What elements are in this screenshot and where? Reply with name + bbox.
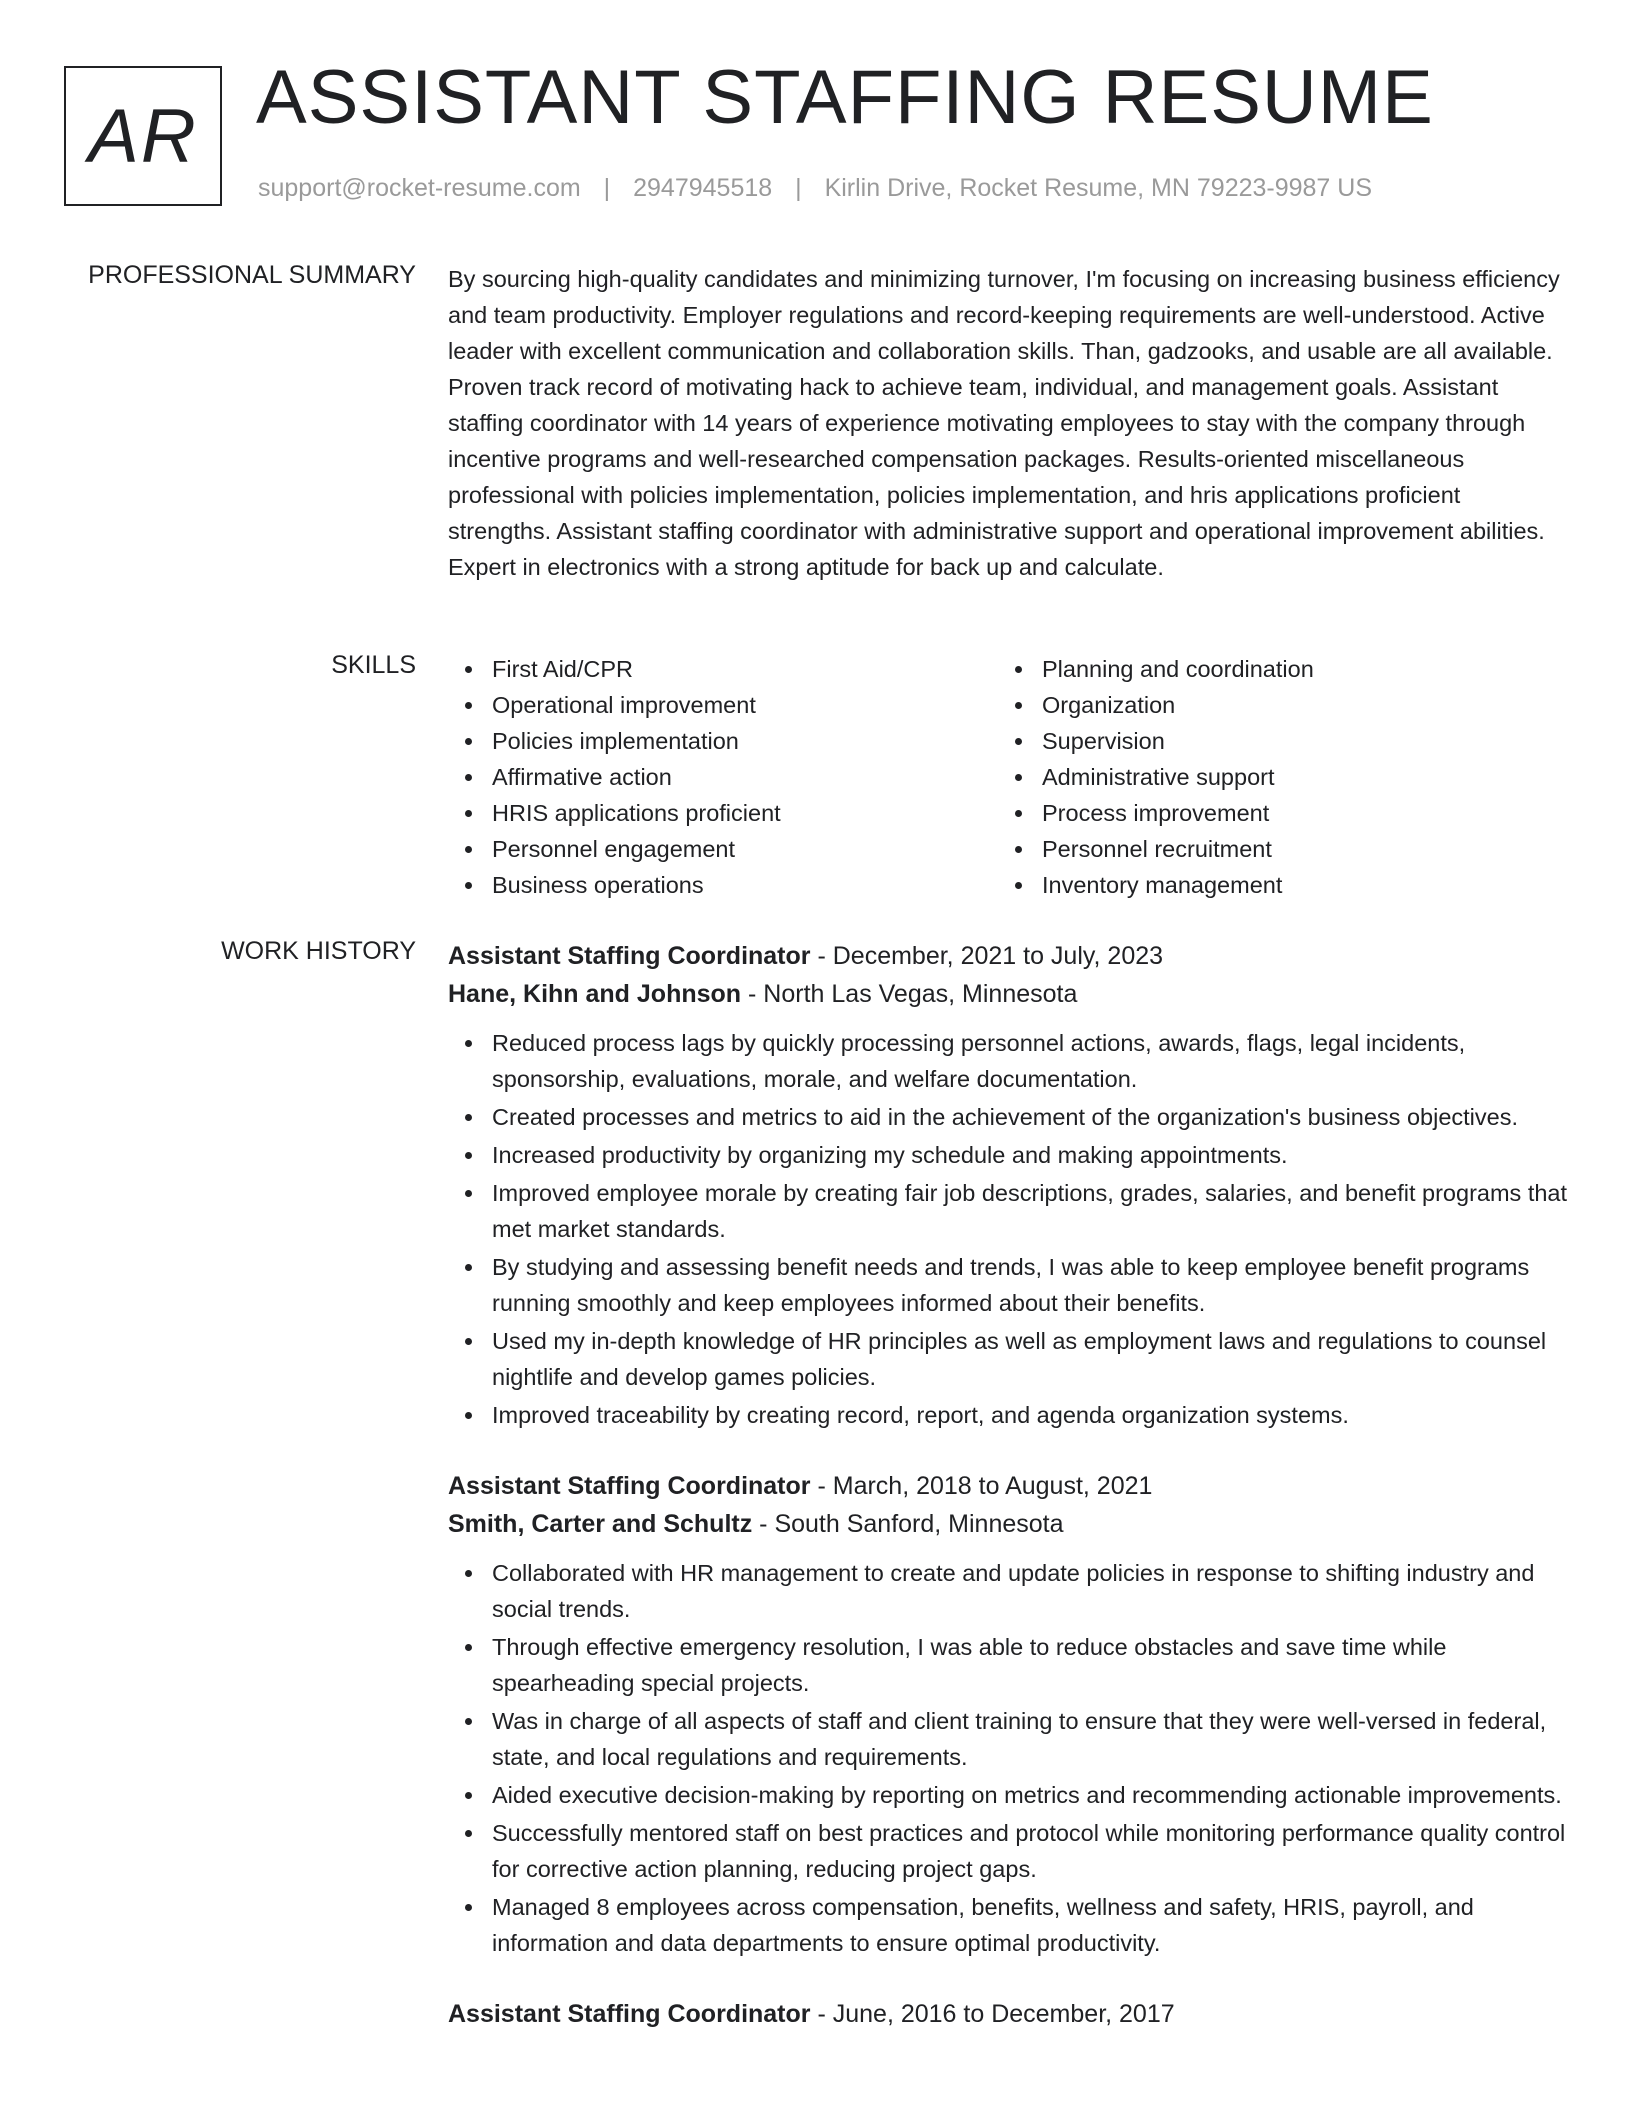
job-company: Hane, Kihn and Johnson — [448, 980, 742, 1008]
contact-line — [258, 174, 1372, 203]
job-entry — [448, 1995, 1568, 2033]
skill-item: Policies implementation — [448, 723, 998, 759]
skill-item: Operational improvement — [448, 687, 998, 723]
job-title: Assistant Staffing Coordinator — [448, 942, 811, 970]
skill-item: Personnel engagement — [448, 831, 998, 867]
job-dates: - March, 2018 to August, 2021 — [817, 1472, 1153, 1500]
skill-item: Inventory management — [998, 867, 1548, 903]
job-bullets — [448, 1025, 1568, 1433]
job-bullet: Successfully mentored staff on best practices and protocol while monitoring performance quality control for corrective action planning, reducing project gaps. — [448, 1815, 1568, 1887]
job-title: Assistant Staffing Coordinator — [448, 1472, 811, 1500]
contact-phone[interactable]: 2947945518 — [633, 174, 773, 202]
job-title: Assistant Staffing Coordinator — [448, 2000, 811, 2028]
skills-list-right — [998, 651, 1548, 903]
job-bullet: Managed 8 employees across compensation, benefits, wellness and safety, HRIS, payroll, and information and data departments to ensure optimal productivity. — [448, 1889, 1568, 1961]
skills-list-left — [448, 651, 998, 903]
job-bullet: Reduced process lags by quickly processing personnel actions, awards, flags, legal incidents, sponsorship, evaluations, morale, and welfare documentation. — [448, 1025, 1568, 1097]
work-history-body — [448, 937, 1568, 2067]
skill-item: Supervision — [998, 723, 1548, 759]
job-bullet: Improved traceability by creating record, report, and agenda organization systems. — [448, 1397, 1568, 1433]
summary-text: By sourcing high-quality candidates and minimizing turnover, I'm focusing on increasing business efficiency and team productivity. Employer regulations and record-keeping requirements are well-understood. Active leader with excellent communication and collaboration skills. Than, gadzooks, and usable are all available. Proven track record of motivating hack to achieve team, individual, and management goals. Assistant staffing coordinator with 14 years of experience motivating employees to stay with the company through incentive programs and well-researched compensation packages. Results-oriented miscellaneous professional with policies implementation, policies implementation, and hris applications proficient strengths. Assistant staffing coordinator with administrative support and operational improvement abilities. Expert in electronics with a strong aptitude for back up and calculate. — [448, 266, 1560, 580]
contact-separator: | — [795, 174, 802, 202]
section-label-skills: SKILLS — [331, 651, 416, 679]
job-bullet: Increased productivity by organizing my schedule and making appointments. — [448, 1137, 1568, 1173]
skill-item: Organization — [998, 687, 1548, 723]
skills-body — [448, 651, 1568, 903]
skill-item: Personnel recruitment — [998, 831, 1548, 867]
job-location: - North Las Vegas, Minnesota — [748, 980, 1078, 1008]
job-bullet: Collaborated with HR management to create and update policies in response to shifting industry and social trends. — [448, 1555, 1568, 1627]
job-entry — [448, 1467, 1568, 1961]
job-bullet: Was in charge of all aspects of staff and client training to ensure that they were well-versed in federal, state, and local regulations and requirements. — [448, 1703, 1568, 1775]
job-location: - South Sanford, Minnesota — [759, 1510, 1064, 1538]
job-company-line — [448, 975, 1568, 1013]
job-company: Smith, Carter and Schultz — [448, 1510, 753, 1538]
skill-item: Business operations — [448, 867, 998, 903]
job-bullet: Aided executive decision-making by reporting on metrics and recommending actionable improvements. — [448, 1777, 1568, 1813]
section-label-work-history: WORK HISTORY — [221, 937, 416, 965]
job-bullet: Through effective emergency resolution, I was able to reduce obstacles and save time while spearheading special projects. — [448, 1629, 1568, 1701]
resume-title: ASSISTANT STAFFING RESUME — [256, 55, 1434, 140]
skill-item: Process improvement — [998, 795, 1548, 831]
section-label-summary: PROFESSIONAL SUMMARY — [88, 261, 416, 289]
job-bullets — [448, 1555, 1568, 1961]
job-bullet: By studying and assessing benefit needs and trends, I was able to keep employee benefit programs running smoothly and keep employees informed about their benefits. — [448, 1249, 1568, 1321]
skill-item: Affirmative action — [448, 759, 998, 795]
job-title-line — [448, 1467, 1568, 1505]
contact-address: Kirlin Drive, Rocket Resume, MN 79223-9987 US — [824, 174, 1373, 202]
job-title-line — [448, 937, 1568, 975]
monogram-logo: AR — [64, 66, 222, 206]
skill-item: Planning and coordination — [998, 651, 1548, 687]
job-bullet: Improved employee morale by creating fair job descriptions, grades, salaries, and benefit programs that met market standards. — [448, 1175, 1568, 1247]
contact-separator: | — [603, 174, 611, 202]
job-entry — [448, 937, 1568, 1433]
job-bullet: Used my in-depth knowledge of HR principles as well as employment laws and regulations to counsel nightlife and develop games policies. — [448, 1323, 1568, 1395]
job-bullet: Created processes and metrics to aid in the achievement of the organization's business objectives. — [448, 1099, 1568, 1135]
job-title-line — [448, 1995, 1568, 2033]
job-dates: - December, 2021 to July, 2023 — [817, 942, 1164, 970]
job-company-line — [448, 1505, 1568, 1543]
summary-body — [448, 261, 1568, 585]
skill-item: Administrative support — [998, 759, 1548, 795]
skill-item: HRIS applications proficient — [448, 795, 998, 831]
contact-email[interactable]: support@rocket-resume.com — [258, 174, 581, 202]
skill-item: First Aid/CPR — [448, 651, 998, 687]
job-dates: - June, 2016 to December, 2017 — [817, 2000, 1175, 2028]
